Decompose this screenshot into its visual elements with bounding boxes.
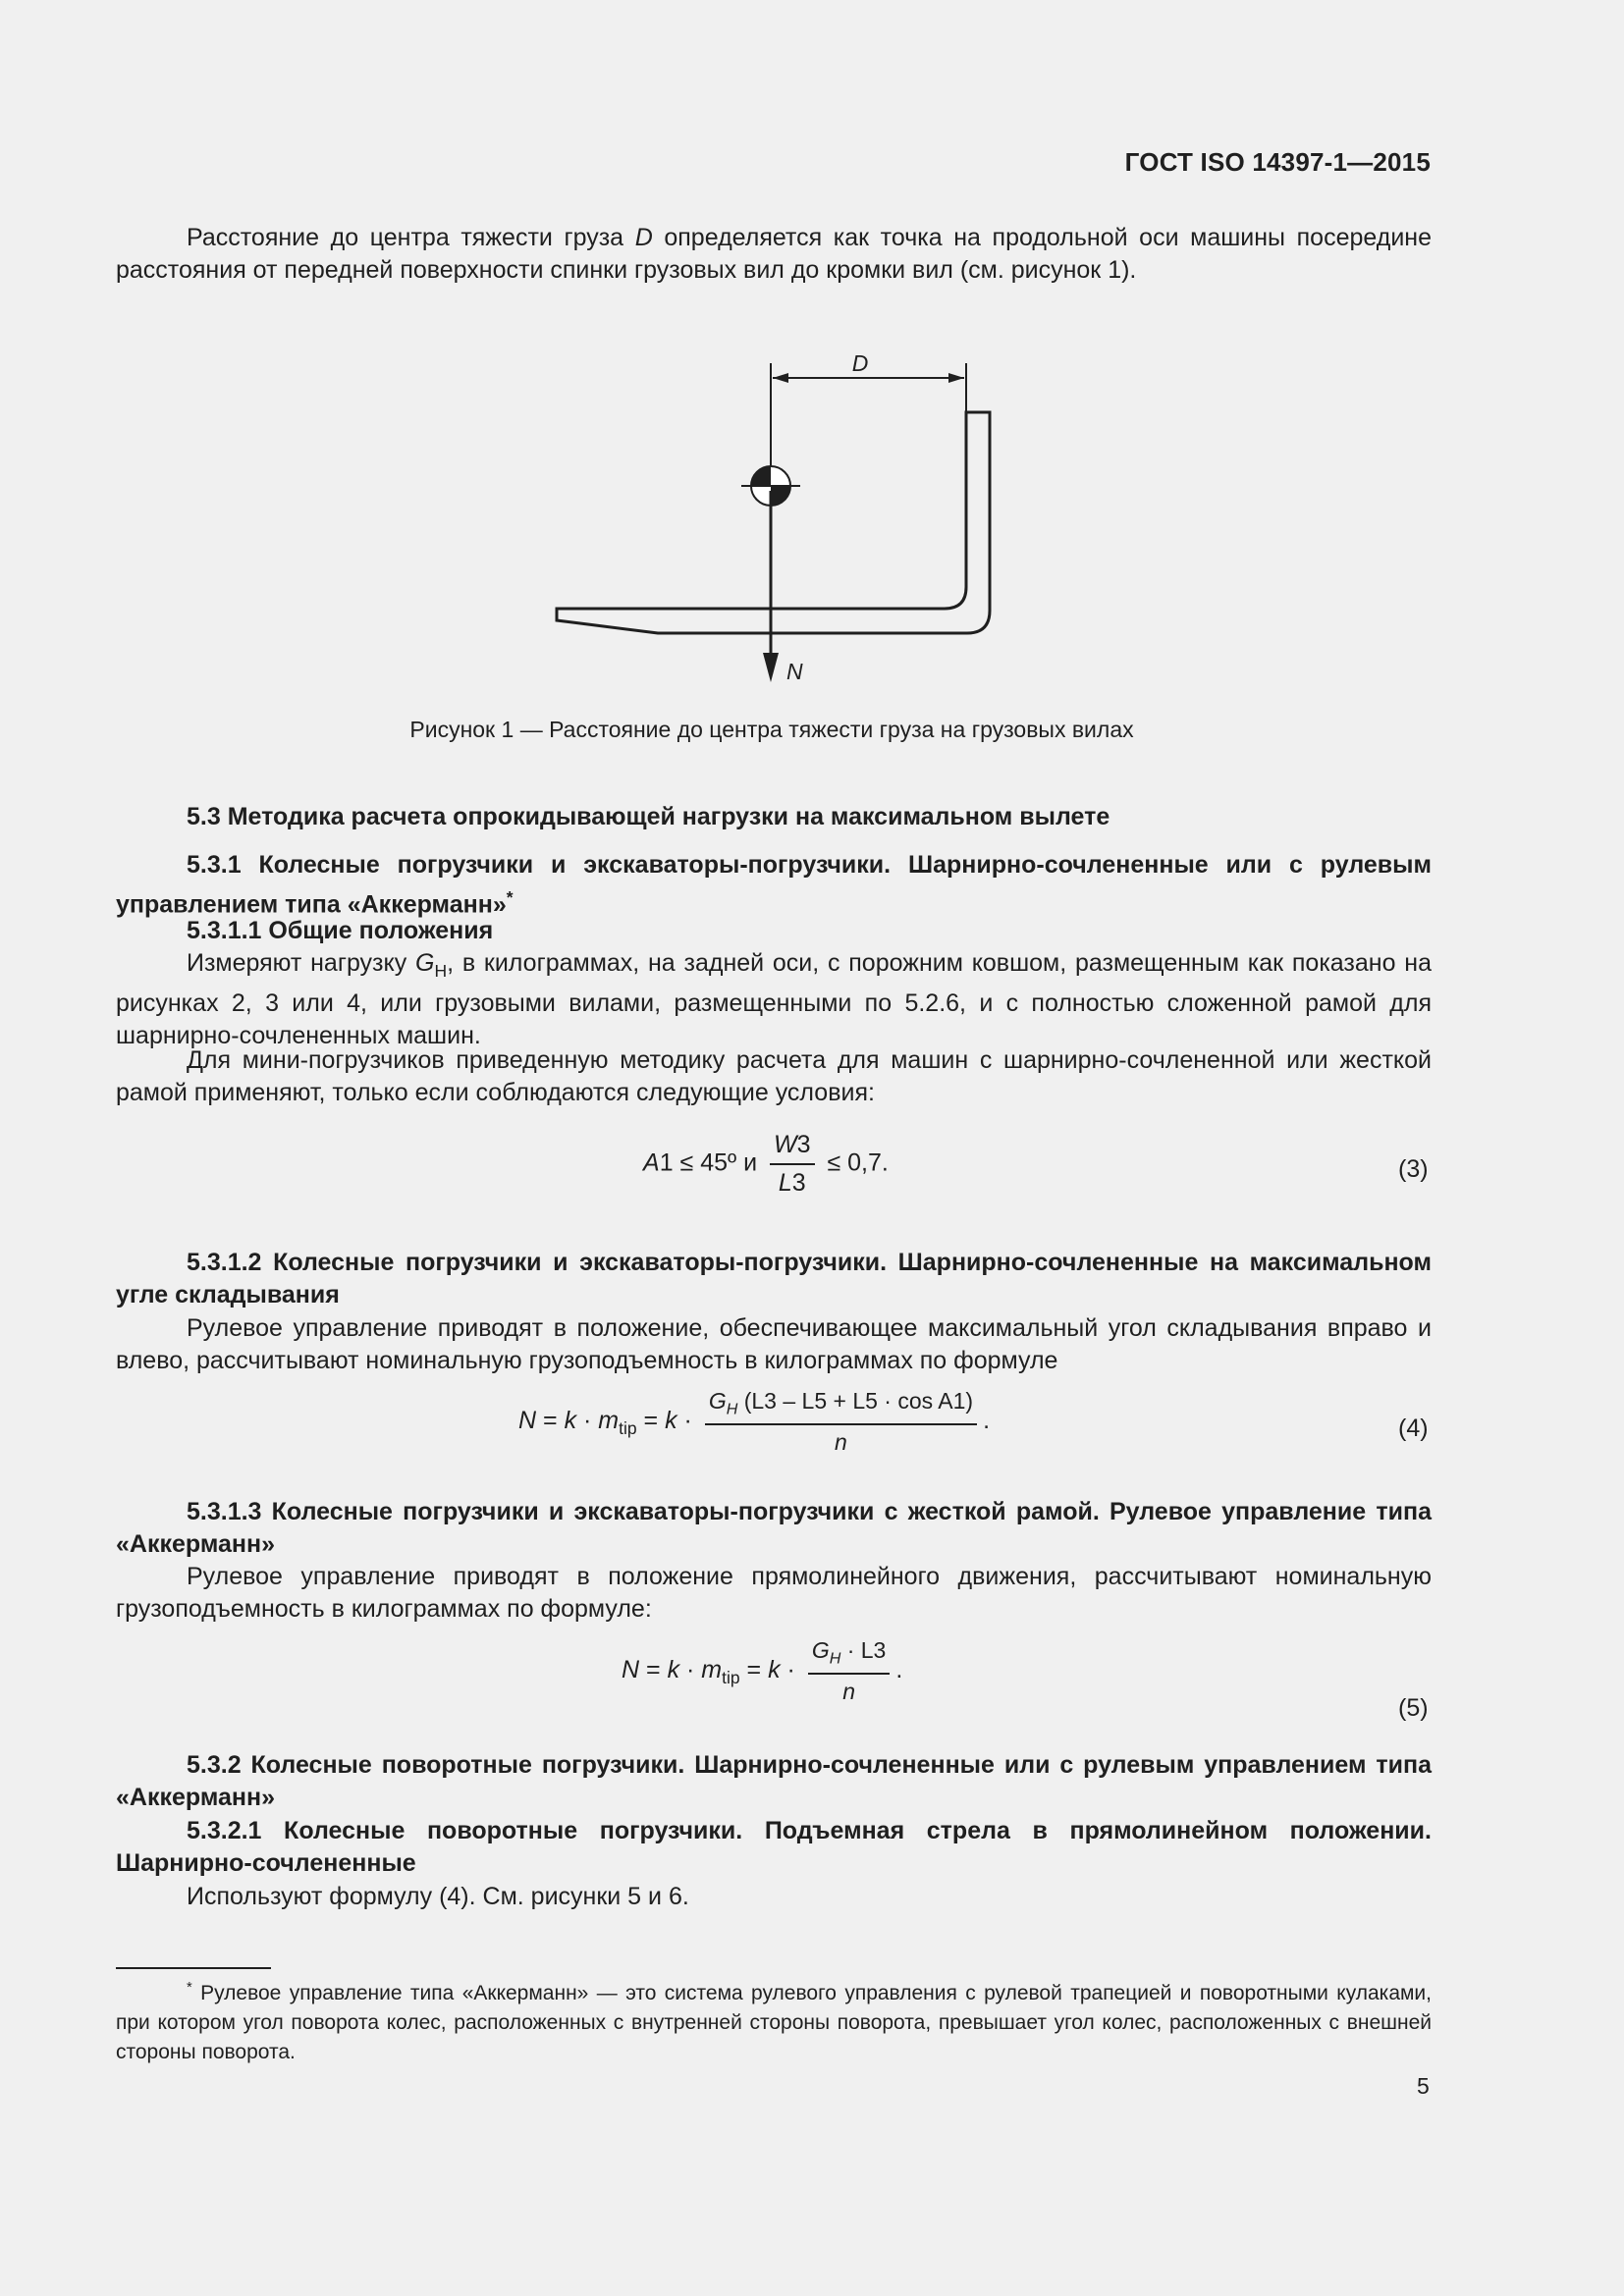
- paragraph-5-3-1-1-b: Для мини-погрузчиков приведенную методику расчета для машин с шарнирно-сочлененной или жесткой рамой применяют, только если соблюдаются следующие условия:: [116, 1046, 1432, 1106]
- intro-paragraph: [116, 222, 1432, 287]
- dimension-arrow-right: [948, 373, 964, 383]
- equation-3-number: (3): [1398, 1155, 1429, 1183]
- equation-5-number: (5): [1398, 1694, 1429, 1722]
- p1-text-b: , в килограммах, на задней оси, с порожним ковшом, размещенным как показано на рисунках 2, 3 или 4, или грузовыми вилами, размещенными по 5.2.6, и с полностью сложенной рамой для шарнирно-сочлененных машин.: [116, 949, 1432, 1049]
- paragraph-5-3-1-2: Рулевое управление приводят в положение, обеспечивающее максимальный угол складывания вправо и влево, рассчитывают номинальную грузоподъемность в килограммах по формуле: [116, 1314, 1432, 1374]
- eq3-fraction: $\frac{W3}{L3}$: [770, 1131, 815, 1198]
- fork-outline: [557, 412, 990, 633]
- p1-var-g: G: [415, 949, 435, 977]
- figure-1-caption: Рисунок 1 — Расстояние до центра тяжести груза на грузовых вилах: [409, 717, 1134, 742]
- equation-5: $N = k \cdot m_{tip} = k$ · $\frac{G_Н \cdot L3}{n}$ .: [622, 1637, 903, 1704]
- eq4-fraction: $\frac{G_Н (L3 - L5 + L5 \cdot \cos A1)}{n}$: [705, 1388, 977, 1456]
- eq3-var-a: A: [643, 1148, 660, 1177]
- paragraph-5-3-1-1-a: [116, 947, 1432, 1052]
- equation-4-number: (4): [1398, 1415, 1429, 1442]
- heading-5-3-1: [116, 849, 1432, 921]
- intro-var-d: D: [634, 224, 653, 251]
- equation-3: [643, 1131, 889, 1198]
- dimension-arrow-left: [773, 373, 788, 383]
- heading-5-3-2-1: 5.3.2.1 Колесные поворотные погрузчики. Подъемная стрела в прямолинейном положении. Шарнирно-сочлененные: [116, 1817, 1432, 1877]
- equation-4: $N = k \cdot m_{tip} = k$ · $\frac{G_Н (L3 - L5 + L5 \cdot \cos A1)}{n}$ .: [518, 1388, 991, 1455]
- paragraph-5-3-2-1: Используют формулу (4). См. рисунки 5 и 6.: [187, 1883, 689, 1910]
- eq3-tail: ≤ 0,7.: [827, 1148, 889, 1177]
- heading-5-3-1-3: 5.3.1.3 Колесные погрузчики и экскаваторы-погрузчики с жесткой рамой. Рулевое управление типа «Аккерманн»: [116, 1498, 1432, 1558]
- eq3-condition: 1 ≤ 45º и: [659, 1148, 758, 1177]
- footnote-text: Рулевое управление типа «Аккерманн» — это система рулевого управления с рулевой трапецией и поворотными кулаками, при котором угол поворота колес, расположенных с внутренней стороны поворота, превышает угол колес, расположенных с внешней стороны поворота.: [116, 1982, 1432, 2063]
- heading-5-3-2: 5.3.2 Колесные поворотные погрузчики. Шарнирно-сочлененные или с рулевым управлением типа «Аккерманн»: [116, 1751, 1432, 1811]
- footnote-separator: [116, 1967, 271, 1969]
- page-number: 5: [1417, 2073, 1430, 2099]
- intro-text-b: определяется как точка на продольной оси машины посередине расстояния от передней поверхности спинки грузовых вил до кромки вил (см. рисунок 1).: [116, 224, 1432, 284]
- eq5-fraction: $\frac{G_Н \cdot L3}{n}$: [808, 1637, 891, 1705]
- footnote: [116, 1973, 1432, 2067]
- document-header: ГОСТ ISO 14397-1—2015: [1124, 147, 1431, 177]
- p1-sub-h: Н: [434, 961, 448, 981]
- heading-5-3-1-text: 5.3.1 Колесные погрузчики и экскаваторы-погрузчики. Шарнирно-сочлененные или с рулевым управлением типа «Аккерманн»: [116, 851, 1432, 919]
- heading-5-3: 5.3 Методика расчета опрокидывающей нагрузки на максимальном вылете: [187, 803, 1110, 830]
- heading-5-3-1-1: 5.3.1.1 Общие положения: [187, 917, 494, 944]
- p1-text-a: Измеряют нагрузку: [187, 949, 416, 977]
- load-arrow-head: [763, 653, 779, 682]
- footnote-mark: *: [187, 1980, 192, 1996]
- label-n: N: [786, 659, 803, 684]
- footnote-ref-mark: *: [506, 887, 514, 907]
- paragraph-5-3-1-3: Рулевое управление приводят в положение прямолинейного движения, рассчитывают номинальную грузоподъемность в килограммах по формуле:: [116, 1563, 1432, 1623]
- heading-5-3-1-2: 5.3.1.2 Колесные погрузчики и экскаваторы-погрузчики. Шарнирно-сочлененные на максимальном угле складывания: [116, 1249, 1432, 1308]
- label-d: D: [851, 350, 869, 376]
- intro-text-a: Расстояние до центра тяжести груза: [187, 224, 635, 251]
- figure-1-fork-diagram: [530, 339, 1021, 692]
